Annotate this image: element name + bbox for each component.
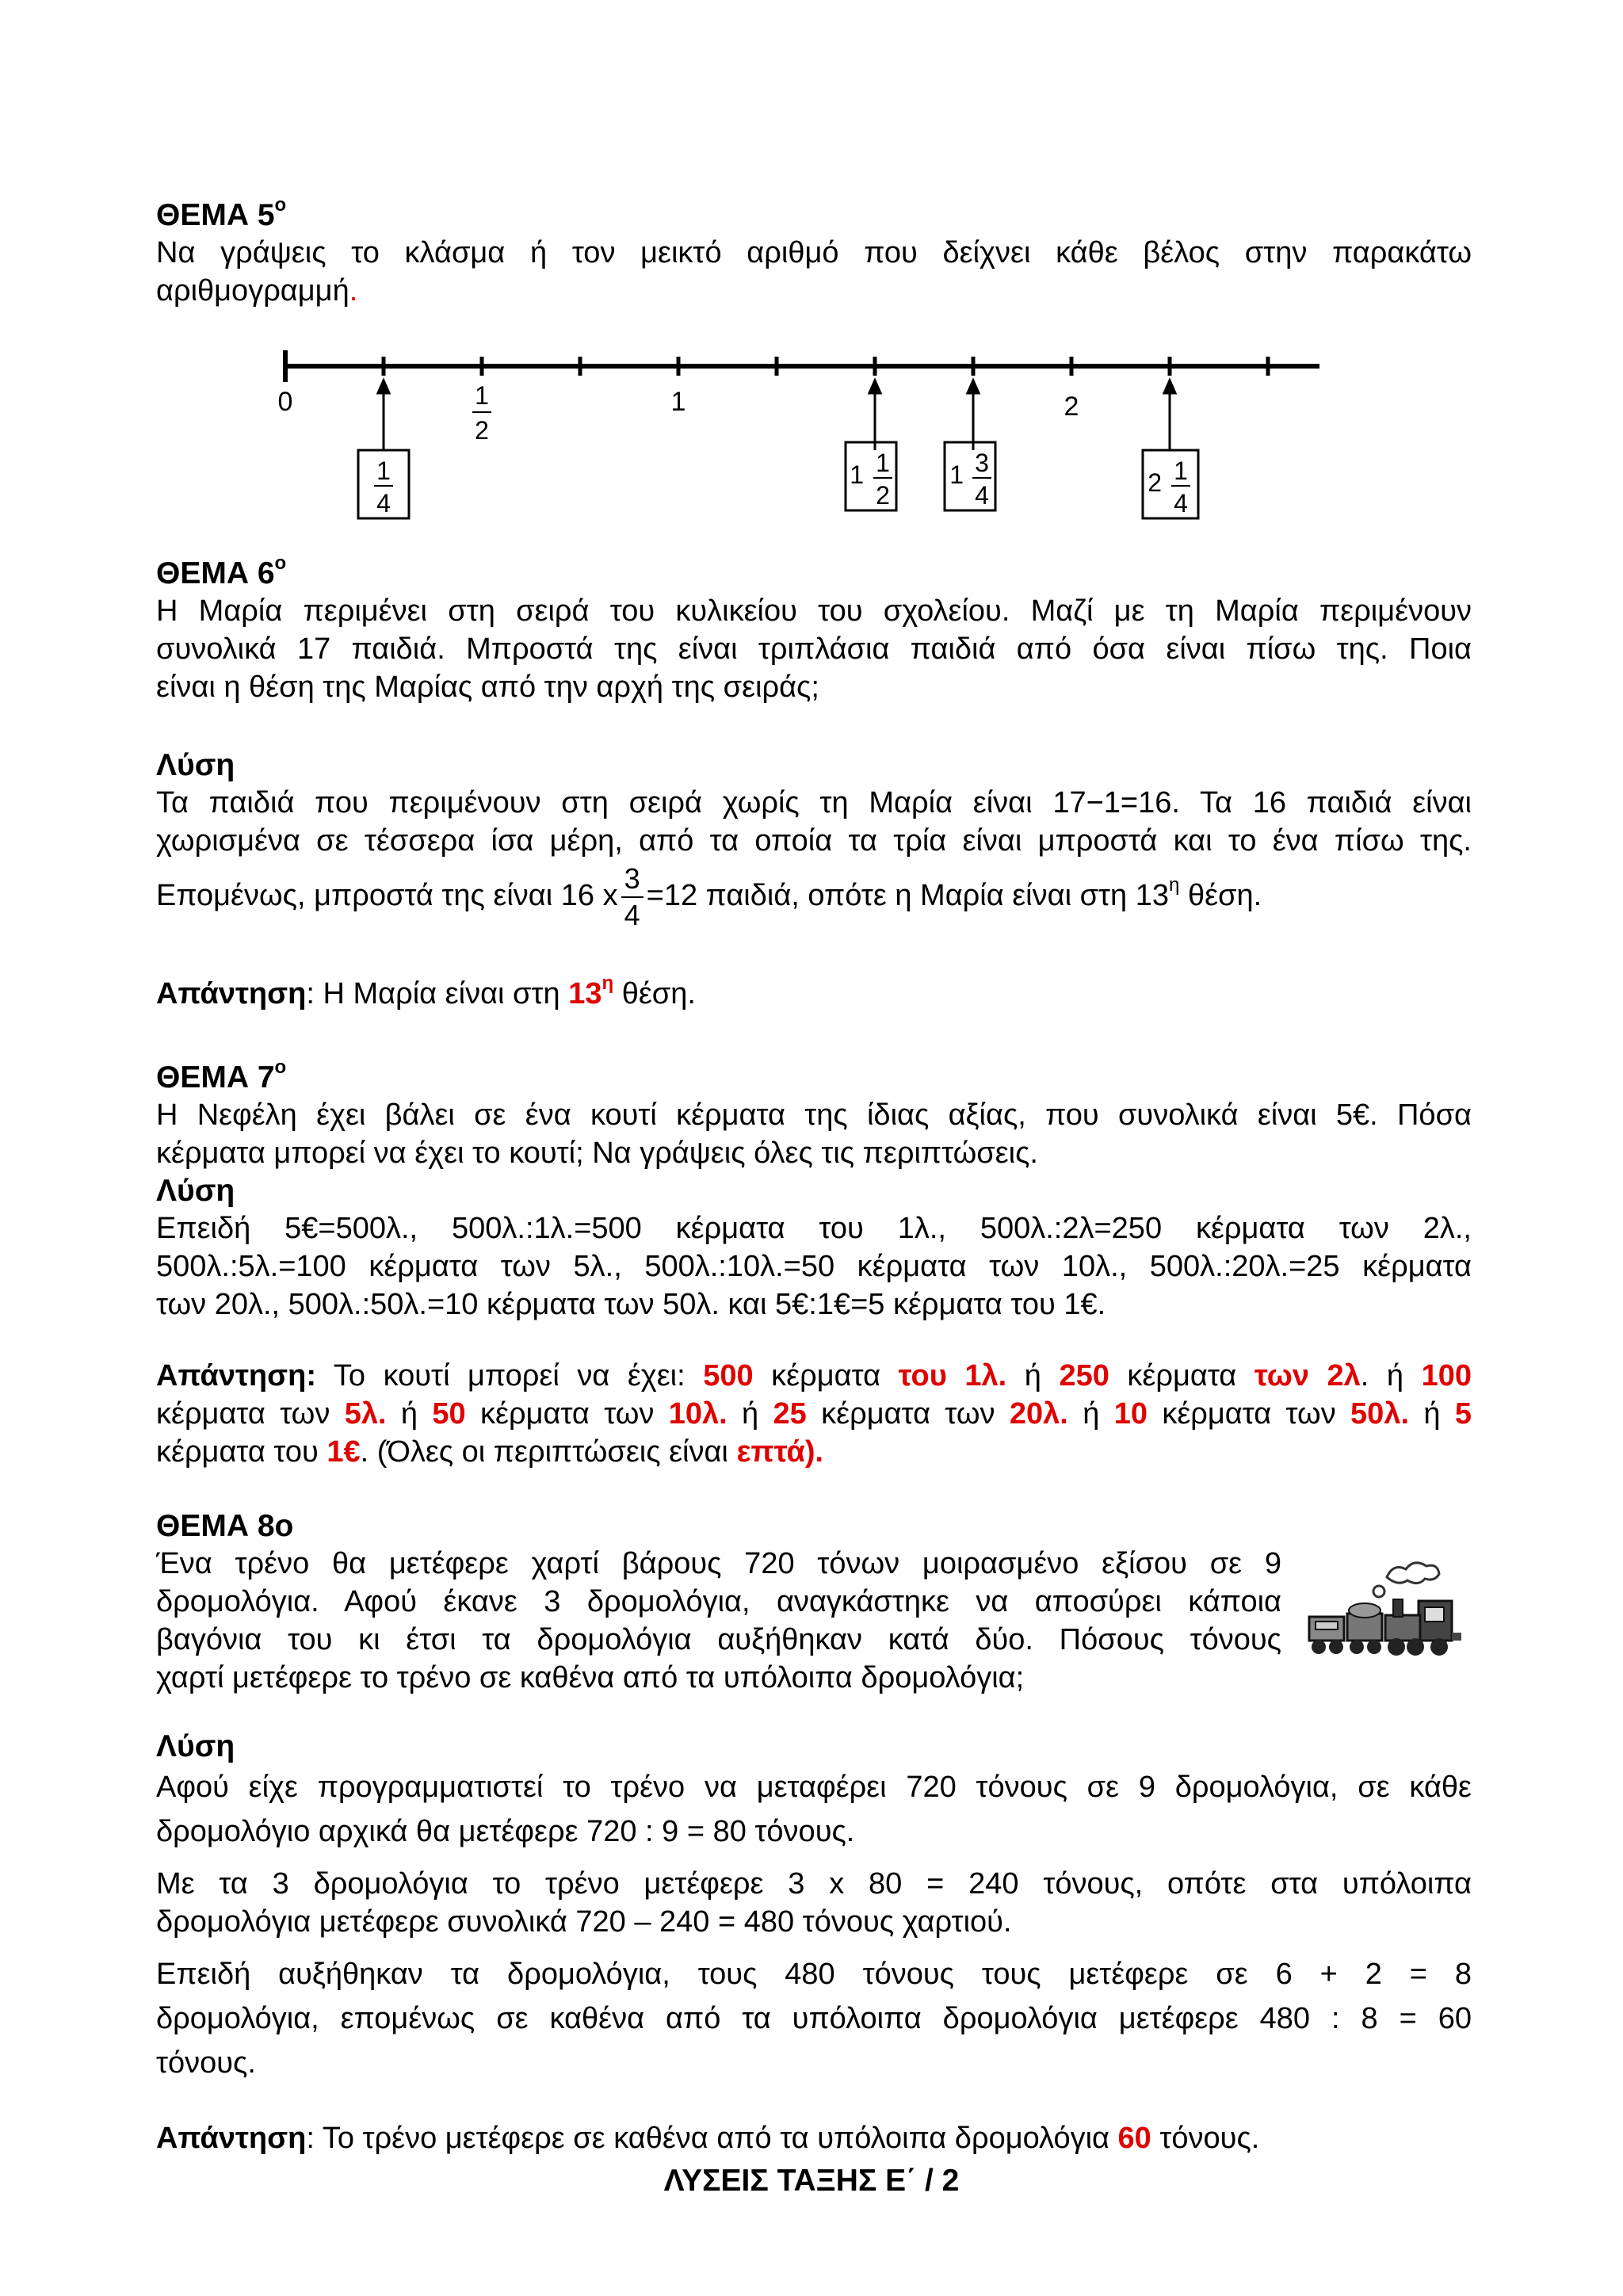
theme8-solution-p2: Με τα 3 δρομολόγια το τρένο μετέφερε 3 x 80 = 240 τόνους, οπότε στα υπόλοιπα δρομολόγια μετέφερε συνολικά 720 – 240 = 480 τόνους χαρτιού. (156, 1867, 1472, 1939)
ans2-whole: 1 (850, 460, 864, 489)
ans4-whole: 2 (1148, 468, 1162, 497)
theme6-section (156, 552, 1472, 706)
label-one: 1 (670, 387, 686, 417)
label-two: 2 (1064, 392, 1079, 422)
ans2-num: 1 (876, 449, 890, 477)
theme6-solution-text: Τα παιδιά που περιμένουν στη σειρά χωρίς τη Μαρία είναι 17−1=16. Τα 16 παιδιά είναι χωρισμένα σε τέσσερα ίσα μέρη, από τα οποία τα τρία είναι μπροστά και το ένα πίσω της. (156, 786, 1472, 858)
train-illustration (1300, 1553, 1466, 1664)
theme6-question: Η Μαρία περιμένει στη σειρά του κυλικείου του σχολείου. Μαζί με τη Μαρία περιμένουν συνολικά 17 παιδιά. Μπροστά της είναι τριπλάσια παιδιά από όσα είναι πίσω της. Ποια είναι η θέση της Μαρίας από την αρχή της σειράς; (156, 594, 1472, 704)
theme8-solution (156, 1728, 1472, 2085)
theme6-heading: ΘΕΜΑ $6^o$ (156, 552, 287, 590)
ans3-num: 3 (975, 449, 989, 477)
theme7-question: Η Νεφέλη έχει βάλει σε ένα κουτί κέρματα της ίδιας αξίας, που συνολικά είναι 5€. Πόσα κέρματα μπορεί να έχει το κουτί; Να γράψεις όλες τις περιπτώσεις. (156, 1098, 1472, 1170)
ans1-num: 1 (376, 457, 391, 485)
theme8-solution-p1: Αφού είχε προγραμματιστεί το τρένο να μεταφέρει 720 τόνους σε 9 δρομολόγια, σε κάθε δρομολόγιο αρχικά θα μετέφερε 720 : 9 = 80 τόνους. (156, 1771, 1472, 1848)
theme7-section (156, 1056, 1472, 1324)
theme8-section (156, 1507, 1281, 1697)
theme7-heading: ΘΕΜΑ $7^o$ (156, 1056, 287, 1095)
theme8-heading: ΘΕΜΑ 8ο (156, 1509, 294, 1543)
theme7-answer: Απάντηση: Το κουτί μπορεί να έχει: 500 κέρματα του 1λ. ή 250 κέρματα των 2λ. ή 100 κέρματα των 5λ. ή 50 κέρματα των 10λ. ή 25 κέρματα των 20λ. ή 10 κέρματα των 50λ. ή 5 κέρματα του 1€. (Όλες οι περιπτώσεις είναι επτά). (156, 1359, 1472, 1469)
label-zero: 0 (277, 387, 293, 417)
theme6-answer: Απάντηση: Η Μαρία είναι στη $13^\eta$ θέση. (156, 972, 696, 1010)
theme8-question: Ένα τρένο θα μετέφερε χαρτί βάρους 720 τόνων μοιρασμένο εξίσου σε 9 δρομολόγια. Αφού έκανε 3 δρομολόγια, αναγκάστηκε να αποσύρει κάποια βαγόνια του κι έτσι τα δρομολόγια αυξήθηκαν κατά δύο. Πόσους τόνους χαρτί μετέφερε το τρένο σε καθένα από τα υπόλοιπα δρομολόγια; (156, 1547, 1281, 1694)
ans3-whole: 1 (949, 460, 964, 489)
theme5-question: Να γράψεις το κλάσμα ή τον μεικτό αριθμό που δείχνει κάθε βέλος στην παρακάτω αριθμογραμμή. (156, 236, 1472, 308)
fraction-three-quarters: $\frac{3}{4}$ (621, 861, 643, 933)
theme7-solution-text: Επειδή 5€=500λ., 500λ.:1λ.=500 κέρματα του 1λ., 500λ.:2λ=250 κέρματα των 2λ., 500λ.:5λ.=100 κέρματα των 5λ., 500λ.:10λ.=50 κέρματα των 10λ., 500λ.:20λ.=25 κέρματα των 20λ., 500λ.:50λ.=10 κέρματα των 50λ. και 5€:1€=5 κέρματα του 1€. (156, 1212, 1472, 1321)
theme7-solution-label: Λύση (156, 1174, 235, 1208)
theme6-solution-formula: Επομένως, μπροστά της είναι 16 x $\frac{3}{4}$ =12 παιδιά, οπότε η Μαρία είναι στη $13^\eta$ θέση. (156, 862, 1262, 931)
theme6-solution (156, 747, 1472, 933)
arrows (378, 380, 1175, 450)
number-line (269, 349, 1363, 539)
ans4-den: 4 (1174, 489, 1188, 518)
theme5-section (156, 194, 1472, 310)
page-footer: ΛΥΣΕΙΣ ΤΑΞΗΣ Ε΄ / 2 (663, 2164, 960, 2198)
theme8-solution-p3: Επειδή αυξήθηκαν τα δρομολόγια, τους 480 τόνους τους μετέφερε σε 6 + 2 = 8 δρομολόγια, επομένως σε καθένα από τα υπόλοιπα δρομολόγια μετέφερε 480 : 8 = 60 τόνους. (156, 1958, 1472, 2080)
label-half-den: 2 (475, 416, 489, 445)
ans1-den: 4 (376, 489, 391, 518)
theme8-solution-label: Λύση (156, 1729, 235, 1763)
label-half-num: 1 (475, 381, 489, 410)
theme5-heading: ΘΕΜΑ $5^o$ (156, 194, 287, 232)
ans3-den: 4 (975, 481, 989, 510)
ans2-den: 2 (876, 481, 890, 510)
theme8-answer: Απάντηση: Το τρένο μετέφερε σε καθένα από τα υπόλοιπα δρομολόγια 60 τόνους. (156, 2122, 1260, 2155)
ans4-num: 1 (1174, 457, 1188, 485)
theme6-solution-label: Λύση (156, 748, 235, 782)
